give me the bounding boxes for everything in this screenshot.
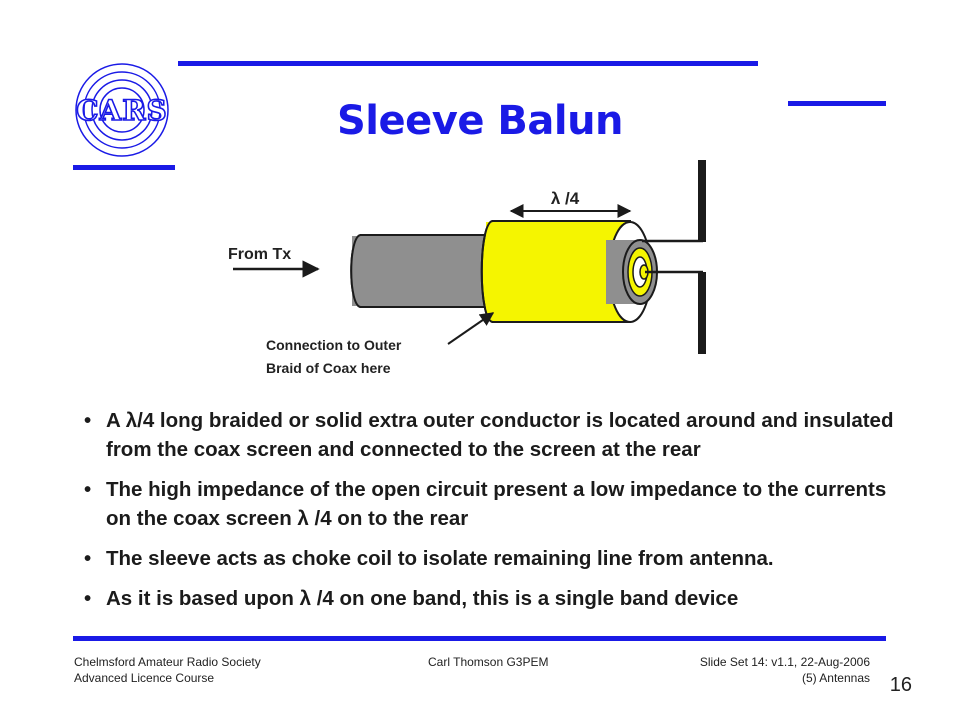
page-number: 16 xyxy=(889,674,912,696)
bullet-dot: • xyxy=(84,478,92,501)
footer-course: Advanced Licence Course xyxy=(74,671,215,685)
bullet-text: The sleeve acts as choke coil to isolate remaining line from antenna. xyxy=(106,547,774,570)
bullet-item xyxy=(80,406,910,464)
bottom-rule xyxy=(73,636,886,641)
slide-title: Sleeve Balun xyxy=(336,98,624,144)
footer-author: Carl Thomson G3PEM xyxy=(428,655,549,669)
connection-label-line1: Connection to Outer xyxy=(266,337,402,353)
footer-section: (5) Antennas xyxy=(801,671,870,685)
dipole-element-upper xyxy=(698,160,706,242)
from-tx-label: From Tx xyxy=(228,246,292,263)
connection-pointer-arrow xyxy=(448,313,493,344)
lambda-label: λ /4 xyxy=(550,189,580,208)
footer-society: Chelmsford Amateur Radio Society xyxy=(74,655,261,669)
bullet-text: A λ/4 long braided or solid extra outer conductor is located around and insulated from the coax screen and connected to the screen at the rear xyxy=(106,409,894,461)
bullet-text: The high impedance of the open circuit present a low impedance to the currents on the coax screen λ /4 on to the rear xyxy=(106,478,887,530)
bullet-dot: • xyxy=(84,547,92,570)
bullet-text: As it is based upon λ /4 on one band, this is a single band device xyxy=(106,587,739,610)
footer-left xyxy=(74,654,261,686)
logo-text: CARS xyxy=(76,94,168,127)
bullet-dot: • xyxy=(84,409,92,432)
bullet-item xyxy=(80,584,910,613)
footer-slide-set: Slide Set 14: v1.1, 22-Aug-2006 xyxy=(699,655,870,669)
bullet-item xyxy=(80,475,910,533)
footer-right xyxy=(700,654,870,686)
bullet-dot: • xyxy=(84,587,92,610)
bullet-item xyxy=(80,544,910,573)
connection-label-line2: Braid of Coax here xyxy=(266,360,391,376)
bullet-list xyxy=(80,406,910,624)
coax-cable xyxy=(351,235,501,307)
dipole-element-lower xyxy=(698,272,706,354)
